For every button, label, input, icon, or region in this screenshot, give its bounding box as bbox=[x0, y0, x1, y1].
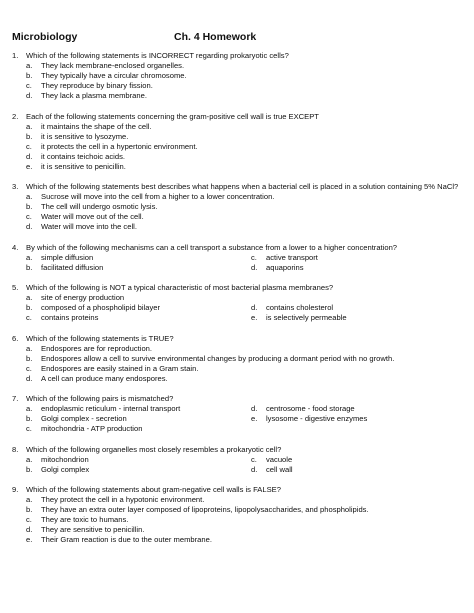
option-text: Their Gram reaction is due to the outer membrane. bbox=[41, 535, 212, 544]
option-text: A cell can produce many endospores. bbox=[41, 373, 168, 383]
option-text: composed of a phospholipid bilayer bbox=[41, 303, 161, 312]
option-text: Endospores are for reproduction. bbox=[41, 343, 153, 353]
question-text: By which of the following mechanisms can a cell transport a substance from a lower to a higher concentration? bbox=[26, 242, 398, 252]
answer-option bbox=[26, 525, 462, 535]
answer-option-row bbox=[26, 303, 462, 313]
answer-option bbox=[251, 253, 441, 263]
question-stem bbox=[12, 394, 462, 404]
option-letter: c. bbox=[26, 212, 32, 221]
answer-option bbox=[26, 515, 462, 525]
answer-option-row bbox=[26, 455, 462, 465]
answer-option bbox=[26, 202, 462, 212]
option-text: it is sensitive to penicillin. bbox=[41, 161, 126, 171]
answer-option bbox=[26, 212, 462, 222]
option-letter: a. bbox=[26, 495, 33, 504]
question-1 bbox=[12, 51, 462, 101]
question-number: 6. bbox=[12, 333, 19, 343]
answer-option-row bbox=[26, 465, 462, 475]
option-text: contains cholesterol bbox=[266, 303, 334, 312]
option-text: They protect the cell in a hypotonic environment. bbox=[41, 495, 205, 504]
option-text: Water will move into the cell. bbox=[41, 222, 137, 231]
option-letter: b. bbox=[26, 202, 33, 211]
answer-option bbox=[26, 152, 462, 162]
option-letter: a. bbox=[26, 192, 33, 201]
answer-option-row bbox=[26, 424, 462, 434]
answer-option bbox=[26, 122, 462, 132]
option-text: Endospores allow a cell to survive environmental changes by producing a dormant period with no growth. bbox=[41, 353, 395, 363]
question-5 bbox=[12, 283, 462, 323]
option-letter: a. bbox=[26, 61, 33, 70]
option-letter: c. bbox=[251, 454, 257, 464]
answer-option-row bbox=[26, 414, 462, 424]
answer-option bbox=[26, 404, 251, 414]
option-text: contains proteins bbox=[41, 313, 99, 322]
option-letter: c. bbox=[26, 141, 32, 151]
question-stem bbox=[12, 112, 462, 122]
answer-option-row bbox=[26, 253, 462, 263]
answer-options bbox=[26, 495, 462, 545]
option-text: mitochondria - ATP production bbox=[41, 424, 143, 433]
option-text: Sucrose will move into the cell from a higher to a lower concentration. bbox=[41, 192, 275, 201]
question-text: Which of the following statements about gram-negative cell walls is FALSE? bbox=[26, 485, 281, 494]
option-text: They lack a plasma membrane. bbox=[41, 91, 147, 100]
answer-option-row bbox=[26, 313, 462, 323]
option-letter: b. bbox=[26, 262, 33, 272]
option-letter: b. bbox=[26, 505, 33, 514]
option-text: centrosome - food storage bbox=[266, 404, 355, 413]
answer-option bbox=[26, 455, 251, 465]
option-text: Golgi complex bbox=[41, 464, 90, 474]
course-title: Microbiology bbox=[12, 31, 78, 43]
option-letter: a. bbox=[26, 293, 33, 302]
answer-option bbox=[251, 414, 441, 424]
answer-options bbox=[26, 253, 462, 273]
option-text: They are toxic to humans. bbox=[41, 515, 129, 524]
answer-option bbox=[26, 374, 462, 384]
option-letter: d. bbox=[251, 303, 258, 312]
answer-option bbox=[26, 535, 462, 545]
answer-option bbox=[251, 313, 441, 323]
answer-option bbox=[26, 303, 251, 313]
page-header bbox=[12, 31, 452, 47]
option-letter: d. bbox=[26, 525, 33, 534]
option-letter: a. bbox=[26, 454, 33, 464]
option-text: They are sensitive to penicillin. bbox=[41, 525, 145, 534]
option-text: Golgi complex - secretion bbox=[41, 414, 127, 423]
answer-option-row bbox=[26, 263, 462, 273]
answer-option bbox=[26, 354, 462, 364]
option-text: aquaporins bbox=[266, 262, 304, 272]
option-text: The cell will undergo osmotic lysis. bbox=[41, 202, 158, 211]
answer-option bbox=[251, 263, 441, 273]
option-letter: b. bbox=[26, 71, 33, 80]
question-number: 8. bbox=[12, 444, 19, 454]
option-letter: c. bbox=[26, 424, 32, 433]
answer-option bbox=[26, 465, 251, 475]
answer-option-row bbox=[26, 404, 462, 414]
question-number: 2. bbox=[12, 111, 19, 121]
option-letter: b. bbox=[26, 131, 33, 141]
option-letter: d. bbox=[26, 373, 33, 383]
option-text: facilitated diffusion bbox=[41, 262, 104, 272]
answer-option bbox=[26, 263, 251, 273]
question-text: Each of the following statements concerning the gram-positive cell wall is true EXCEPT bbox=[26, 111, 319, 121]
answer-option bbox=[26, 162, 462, 172]
option-letter: a. bbox=[26, 121, 33, 131]
question-stem bbox=[12, 334, 462, 344]
answer-option bbox=[26, 344, 462, 354]
option-text: it contains teichoic acids. bbox=[41, 151, 125, 161]
answer-option bbox=[26, 192, 462, 202]
question-number: 9. bbox=[12, 485, 19, 494]
option-letter: d. bbox=[251, 262, 258, 272]
option-text: is selectively permeable bbox=[266, 313, 347, 322]
question-number: 3. bbox=[12, 182, 19, 191]
question-text: Which of the following pairs is mismatched? bbox=[26, 394, 174, 403]
option-text: mitochondrion bbox=[41, 454, 89, 464]
option-letter: e. bbox=[26, 161, 33, 171]
option-letter: c. bbox=[26, 515, 32, 524]
question-stem bbox=[12, 243, 462, 253]
question-7 bbox=[12, 394, 462, 434]
question-number: 4. bbox=[12, 242, 19, 252]
option-letter: b. bbox=[26, 303, 33, 312]
answer-option bbox=[26, 142, 462, 152]
answer-options bbox=[26, 122, 462, 172]
answer-option bbox=[26, 91, 462, 101]
option-letter: d. bbox=[251, 464, 258, 474]
option-letter: e. bbox=[251, 414, 258, 423]
answer-option bbox=[26, 132, 462, 142]
answer-option bbox=[26, 505, 462, 515]
answer-option bbox=[26, 81, 462, 91]
option-letter: c. bbox=[26, 81, 32, 90]
question-text: Which of the following statements is INCORRECT regarding prokaryotic cells? bbox=[26, 51, 289, 60]
option-letter: a. bbox=[26, 252, 33, 262]
question-8 bbox=[12, 445, 462, 475]
option-text: it is sensitive to lysozyme. bbox=[41, 131, 129, 141]
question-6 bbox=[12, 334, 462, 384]
question-9 bbox=[12, 485, 462, 545]
question-3 bbox=[12, 182, 462, 232]
answer-options bbox=[26, 192, 462, 232]
question-number: 1. bbox=[12, 51, 19, 60]
answer-options bbox=[26, 455, 462, 475]
answer-option bbox=[26, 222, 462, 232]
question-text: Which of the following statements best describes what happens when a bacterial cell is placed in a solution containing 5% NaCl? bbox=[26, 182, 459, 191]
option-letter: d. bbox=[26, 222, 33, 231]
question-stem bbox=[12, 445, 462, 455]
option-text: site of energy production bbox=[41, 293, 125, 302]
option-letter: a. bbox=[26, 404, 33, 413]
answer-option bbox=[251, 465, 441, 475]
question-stem bbox=[12, 51, 462, 61]
question-number: 5. bbox=[12, 283, 19, 292]
option-text: They reproduce by binary fission. bbox=[41, 81, 153, 90]
option-letter: c. bbox=[26, 313, 32, 322]
answer-option bbox=[26, 253, 251, 263]
option-letter: b. bbox=[26, 464, 33, 474]
option-text: cell wall bbox=[266, 464, 293, 474]
answer-option bbox=[26, 495, 462, 505]
option-text: endoplasmic reticulum - internal transport bbox=[41, 404, 181, 413]
option-text: lysosome - digestive enzymes bbox=[266, 414, 368, 423]
option-text: Water will move out of the cell. bbox=[41, 212, 144, 221]
option-text: active transport bbox=[266, 252, 318, 262]
answer-option bbox=[26, 424, 251, 434]
question-number: 7. bbox=[12, 394, 19, 403]
question-2 bbox=[12, 112, 462, 172]
answer-option bbox=[26, 293, 251, 303]
question-list bbox=[12, 51, 462, 556]
answer-option bbox=[251, 455, 441, 465]
question-text: Which of the following is NOT a typical characteristic of most bacterial plasma membranes? bbox=[26, 283, 334, 292]
answer-option bbox=[26, 61, 462, 71]
option-text: They have an extra outer layer composed of lipoproteins, lipopolysaccharides, and phospholipids. bbox=[41, 505, 369, 514]
option-letter: c. bbox=[26, 363, 32, 373]
option-letter: e. bbox=[251, 313, 258, 322]
answer-option bbox=[26, 313, 251, 323]
question-stem bbox=[12, 485, 462, 495]
option-letter: d. bbox=[251, 404, 258, 413]
option-letter: d. bbox=[26, 151, 33, 161]
answer-options bbox=[26, 293, 462, 323]
option-letter: b. bbox=[26, 414, 33, 423]
option-text: it maintains the shape of the cell. bbox=[41, 121, 152, 131]
option-letter: b. bbox=[26, 353, 33, 363]
option-letter: c. bbox=[251, 252, 257, 262]
question-stem bbox=[12, 182, 462, 192]
answer-options bbox=[26, 61, 462, 101]
answer-option bbox=[26, 71, 462, 81]
option-text: Endospores are easily stained in a Gram stain. bbox=[41, 363, 199, 373]
answer-option bbox=[251, 303, 441, 313]
option-text: it protects the cell in a hypertonic environment. bbox=[41, 141, 198, 151]
question-text: Which of the following organelles most closely resembles a prokaryotic cell? bbox=[26, 444, 282, 454]
option-letter: e. bbox=[26, 535, 33, 544]
answer-options bbox=[26, 404, 462, 434]
answer-option-row bbox=[26, 293, 462, 303]
answer-option bbox=[26, 364, 462, 374]
question-stem bbox=[12, 283, 462, 293]
option-letter: a. bbox=[26, 343, 33, 353]
option-text: vacuole bbox=[266, 454, 293, 464]
option-text: simple diffusion bbox=[41, 252, 94, 262]
question-text: Which of the following statements is TRUE? bbox=[26, 333, 174, 343]
assignment-title: Ch. 4 Homework bbox=[174, 31, 257, 43]
answer-option bbox=[251, 404, 441, 414]
option-text: They typically have a circular chromosome. bbox=[41, 71, 187, 80]
question-4 bbox=[12, 243, 462, 273]
answer-options bbox=[26, 344, 462, 384]
option-letter: d. bbox=[26, 91, 33, 100]
option-text: They lack membrane-enclosed organelles. bbox=[41, 61, 185, 70]
answer-option bbox=[26, 414, 251, 424]
